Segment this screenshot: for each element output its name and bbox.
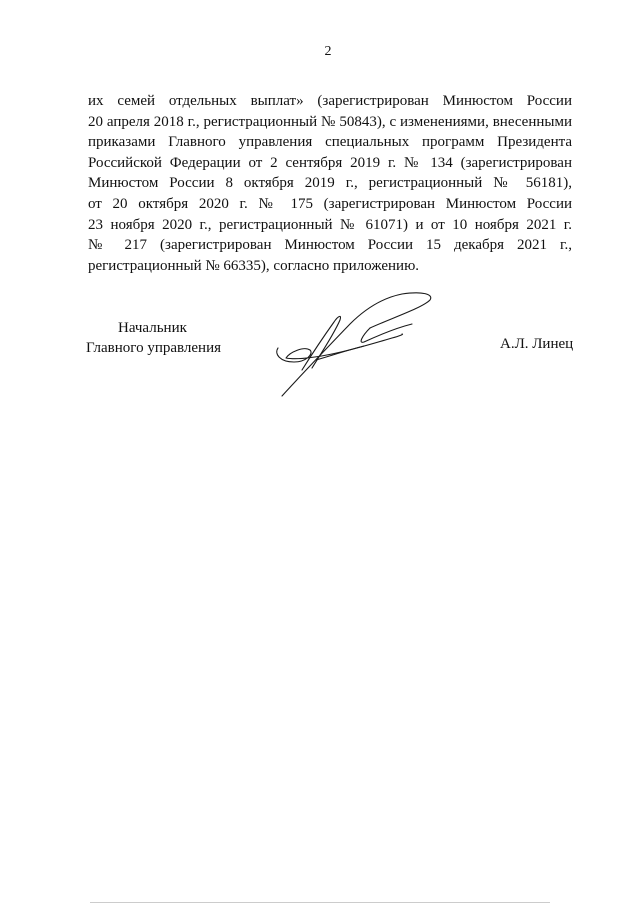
page-number: 2 bbox=[324, 44, 332, 59]
paragraph-line: Российской Федерации от 2 сентября 2019 г. № 134 (зарегистрирован bbox=[88, 154, 572, 171]
paragraph-line: их семей отдельных выплат» (зарегистрирован Минюстом России bbox=[88, 93, 572, 109]
signatory-title bbox=[86, 318, 221, 358]
handwritten-signature bbox=[272, 288, 442, 408]
paragraph-line: приказами Главного управления специальных программ Президента bbox=[88, 134, 572, 151]
paragraph-line: 20 апреля 2018 г., регистрационный № 50843), с изменениями, внесенными bbox=[88, 113, 572, 130]
signatory-title-line: Главного управления bbox=[86, 340, 221, 356]
paragraph-line: № 217 (зарегистрирован Минюстом России 15 декабря 2021 г., bbox=[88, 237, 572, 254]
paragraph-line: от 20 октября 2020 г. № 175 (зарегистрирован Минюстом России bbox=[88, 195, 572, 212]
paragraph-line: 23 ноября 2020 г., регистрационный № 61071) и от 10 ноября 2021 г. bbox=[88, 216, 572, 233]
paragraph-line: Минюстом России 8 октября 2019 г., регистрационный № 56181), bbox=[88, 175, 572, 192]
bottom-divider bbox=[90, 902, 550, 903]
paragraph-line: регистрационный № 66335), согласно приложению. bbox=[88, 257, 420, 274]
body-paragraph bbox=[88, 91, 572, 276]
signatory-name: А.Л. Линец bbox=[500, 336, 574, 352]
signatory-title-line: Начальник bbox=[118, 320, 187, 336]
